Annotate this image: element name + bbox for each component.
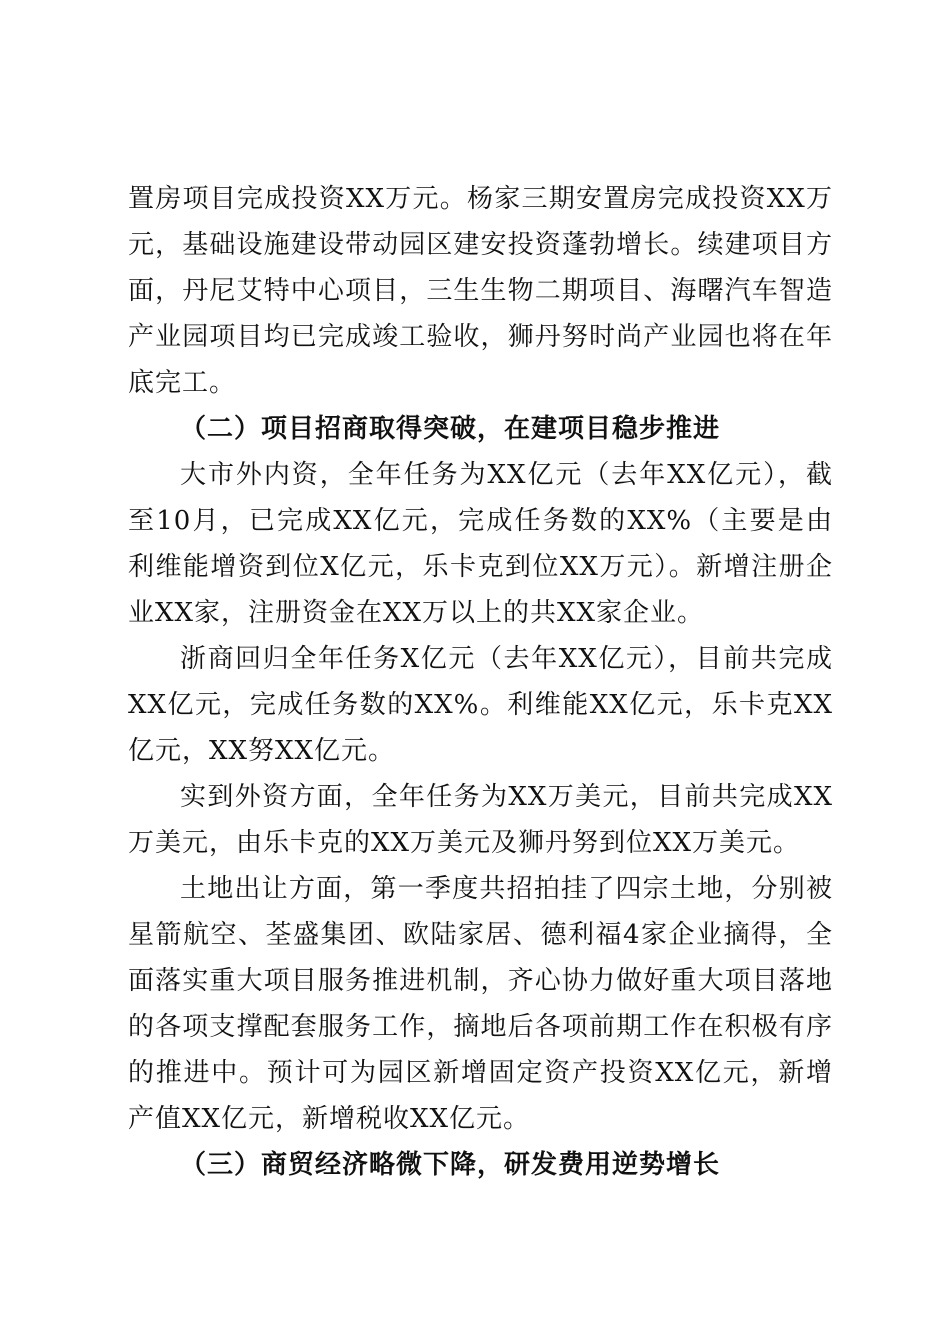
section-heading-2: （二）项目招商取得突破，在建项目稳步推进 xyxy=(180,414,721,444)
paragraph-1: 置房项目完成投资XX万元。杨家三期安置房完成投资XX万元，基础设施建设带动园区建安投资蓬勃增长。续建项目方面，丹尼艾特中心项目，三生生物二期项目、海曙汽车智造产业园项目均已完成竣工验收，狮丹努时尚产业园也将在年底完工。 xyxy=(128,184,833,398)
paragraph-land-transfer: 土地出让方面，第一季度共招拍挂了四宗土地，分别被星箭航空、荃盛集团、欧陆家居、德利福4家企业摘得，全面落实重大项目服务推进机制，齐心协力做好重大项目落地的各项支撑配套服务工作，摘地后各项前期工作在积极有序的推进中。预计可为园区新增固定资产投资XX亿元，新增产值XX亿元，新增税收XX亿元。 xyxy=(128,874,833,1134)
paragraph-foreign-investment: 实到外资方面，全年任务为XX万美元，目前共完成XX万美元，由乐卡克的XX万美元及狮丹努到位XX万美元。 xyxy=(128,782,833,858)
section-heading-3: （三）商贸经济略微下降，研发费用逆势增长 xyxy=(180,1150,721,1180)
document-page xyxy=(128,176,833,1188)
paragraph-inbound-investment: 大市外内资，全年任务为XX亿元（去年XX亿元），截至10月，已完成XX亿元，完成任务数的XX%（主要是由利维能增资到位X亿元，乐卡克到位XX万元）。新增注册企业XX家，注册资金在XX万以上的共XX家企业。 xyxy=(128,460,833,628)
paragraph-zhejiang-merchants: 浙商回归全年任务X亿元（去年XX亿元），目前共完成XX亿元，完成任务数的XX%。利维能XX亿元，乐卡克XX亿元，XX努XX亿元。 xyxy=(128,644,833,766)
